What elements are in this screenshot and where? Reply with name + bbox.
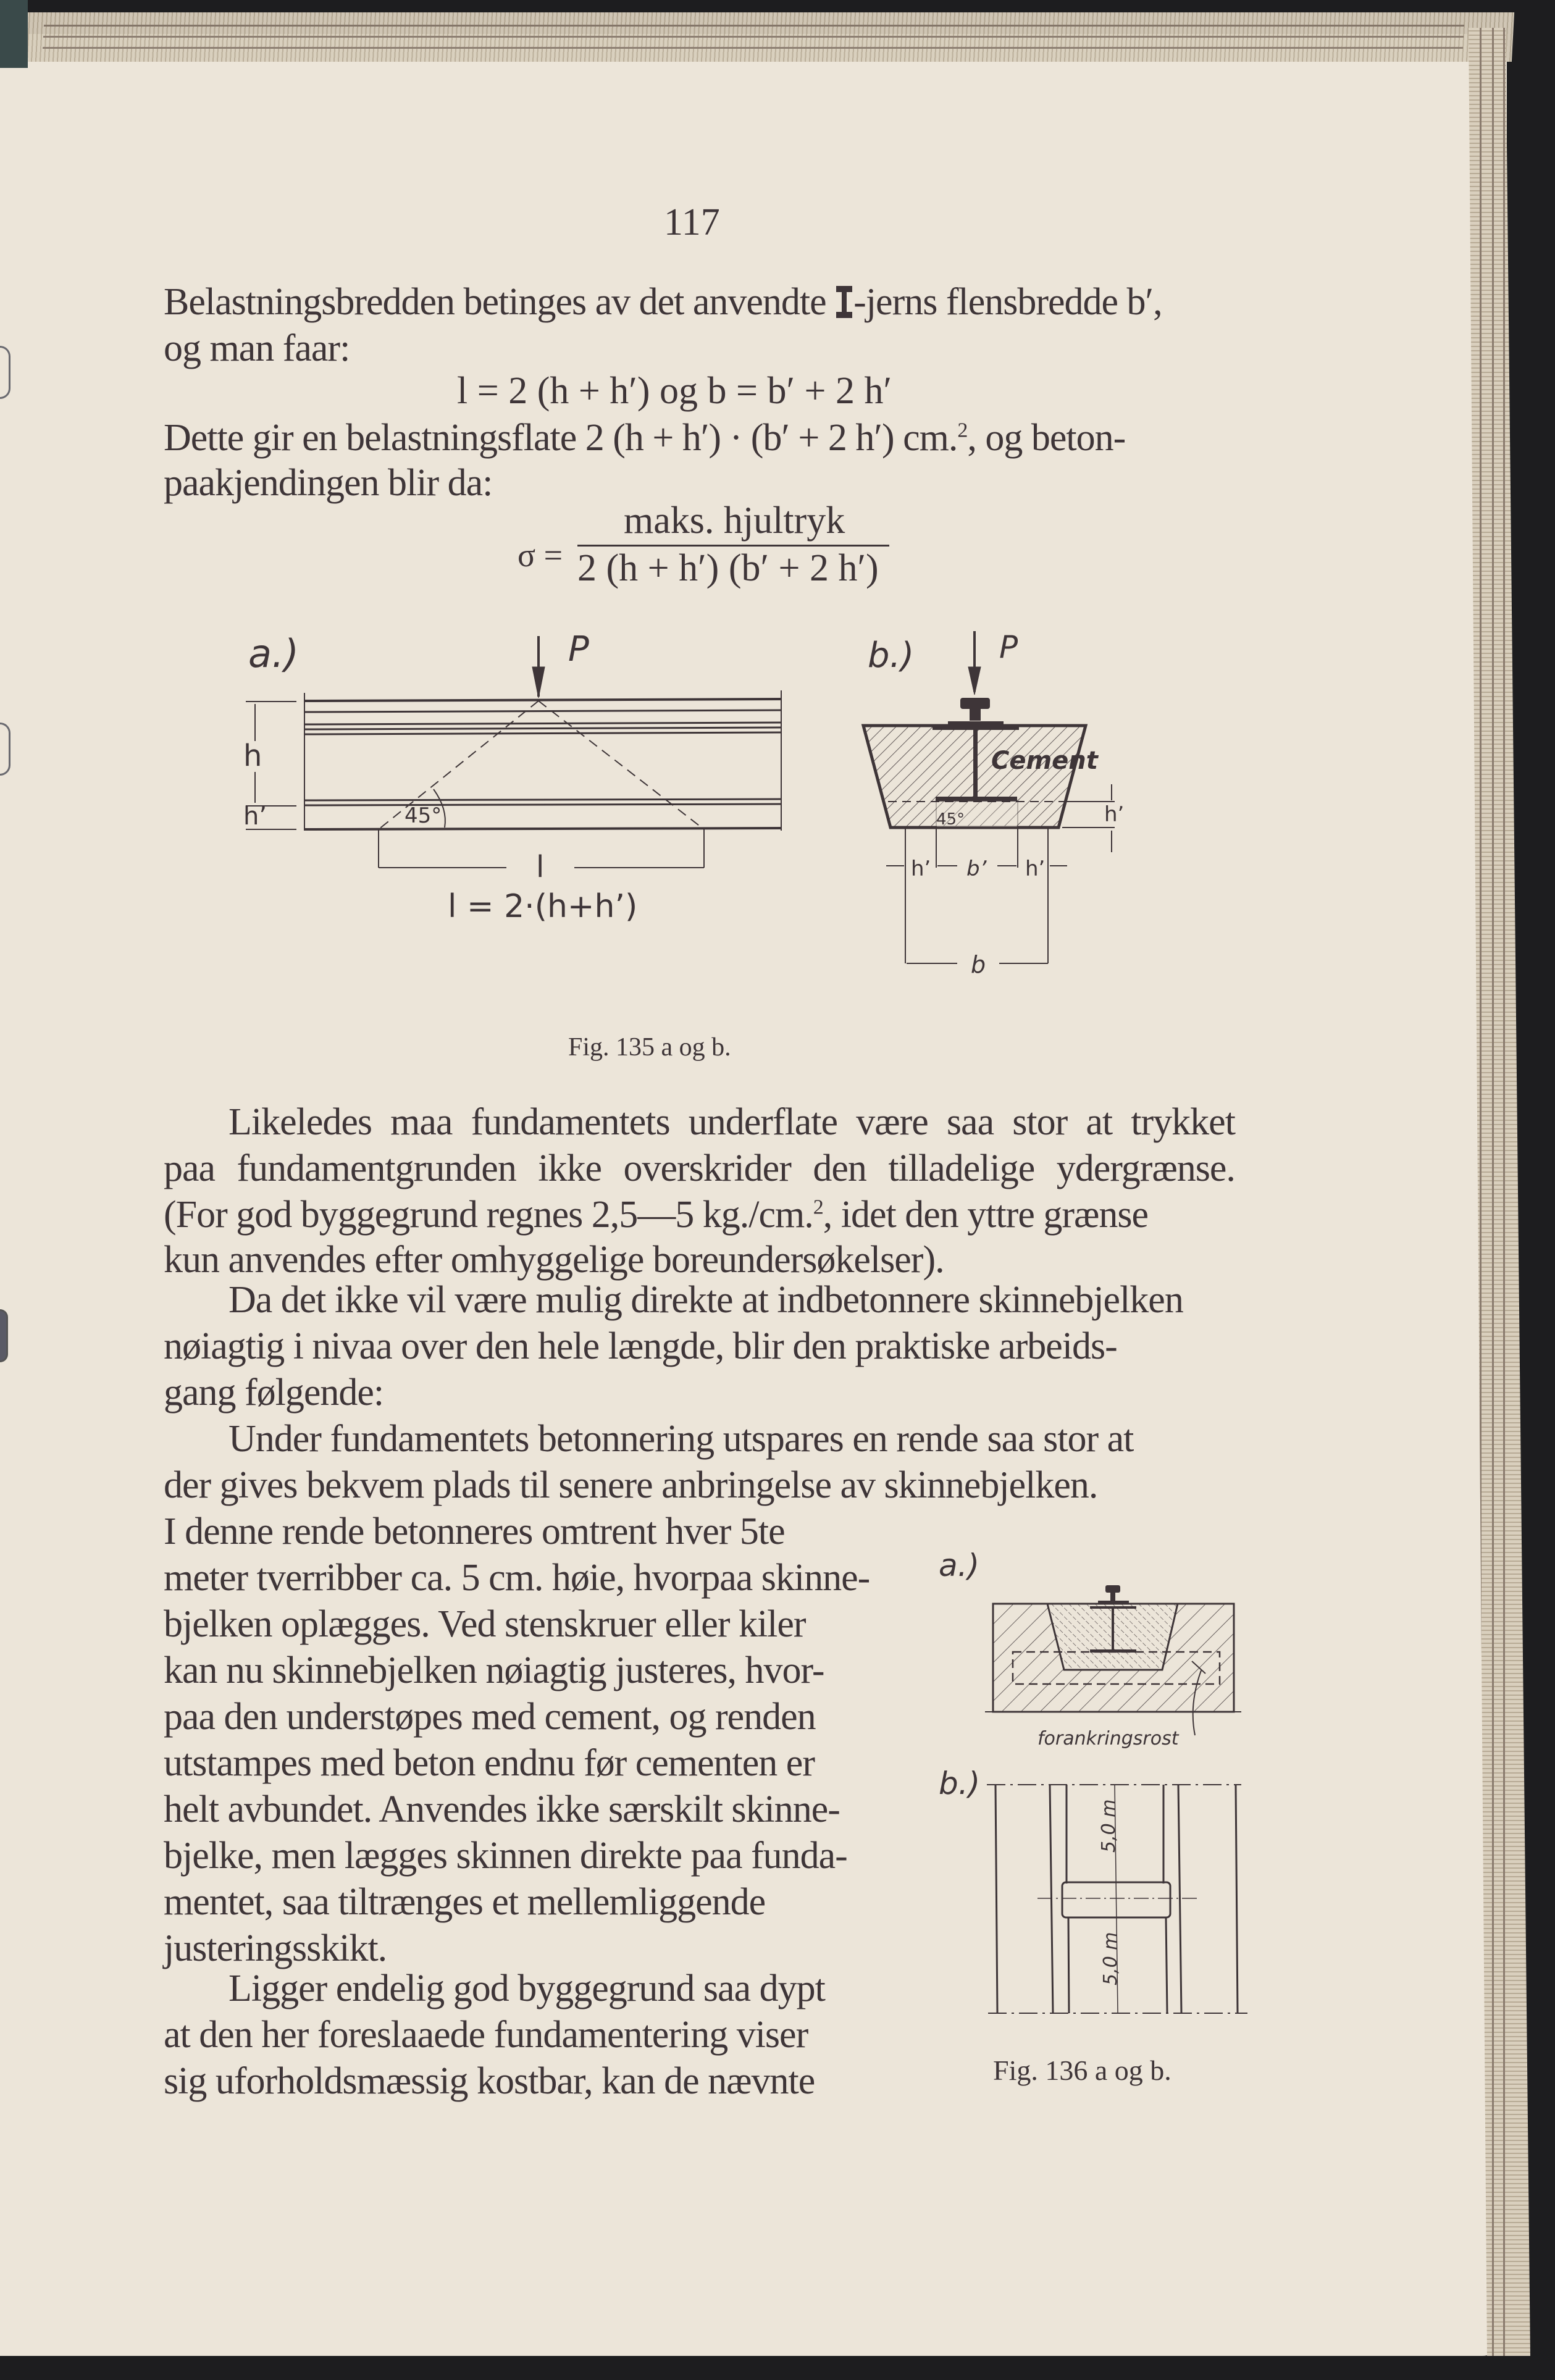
intro-line-4: paakjendingen blir da: [164,462,493,504]
superscript-2: 2 [813,1196,823,1219]
angle-label-45: 45° [404,803,442,828]
page-number: 117 [664,201,720,243]
p1-line-2 [164,1146,1235,1192]
fig135b-label: b.) [868,635,915,676]
p3-line-11: mentet, saa tiltrænges et mellemliggende [164,1881,766,1923]
cement-label: Cement [991,747,1098,775]
p3-line-2: der gives bekvem plads til senere anbringelse av skinnebjelken. [164,1464,1098,1506]
binding-mark [0,723,10,776]
p3-line-5: bjelken oplægges. Ved stenskruer eller kiler [164,1603,806,1645]
anchor-annotation: forankringsrost [1037,1728,1179,1749]
dim-label-h-prime-mid: h’ [1025,857,1046,881]
figure-135a [235,618,821,1037]
p2-line-3: gang følgende: [164,1372,384,1414]
word: overskrider [623,1147,791,1189]
p4-line-2: at den her foreslaaede fundamentering viser [164,2014,808,2056]
p1-line-3 [164,1192,1148,1238]
p1-line-3-b: , idet den yttre grænse [823,1194,1148,1236]
binding-mark [0,1309,8,1362]
word: den [813,1147,866,1189]
dim-label-h: h [243,739,262,773]
word: paa [164,1147,216,1189]
load-arrow-p [532,636,545,698]
word: trykket [1131,1101,1235,1143]
p3-line-3: I denne rende betonneres omtrent hver 5te [164,1511,785,1552]
load-label-p: P [568,629,589,669]
p1-line-1 [228,1099,1235,1146]
p3-line-10: bjelke, men lægges skinnen direkte paa funda- [164,1835,847,1877]
dim-label-h-prime-left: h’ [911,857,931,881]
word: at [1086,1101,1113,1143]
word: Likeledes [228,1101,372,1143]
book-spine-corner [0,0,28,68]
p4-line-1: Ligger endelig god byggegrund saa dypt [228,1967,825,2009]
span-label-l: l [536,850,545,884]
word: være [856,1101,928,1143]
figure-135b [834,618,1204,1037]
page-stack-top-edge [23,12,1514,62]
dim-label-top: 5,0 m [1098,1799,1120,1853]
p4-line-3: sig uforholdsmæssig kostbar, kan de nævnte [164,2060,815,2102]
figure-136a [939,1544,1260,1779]
p3-line-1: Under fundamentets betonnering utspares en rende saa stor at [228,1418,1134,1460]
p2-line-1: Da det ikke vil være mulig direkte at indbetonnere skinnebjelken [228,1279,1183,1321]
word: fundamentgrunden [237,1147,516,1189]
fig136a-label: a.) [939,1548,980,1583]
word: ikke [538,1147,602,1189]
fig135-caption: Fig. 135 a og b. [568,1033,731,1062]
fraction-numerator: maks. hjultryk [624,500,845,542]
fig136b-label: b.) [939,1766,981,1801]
superscript-2: 2 [957,419,968,442]
angle-label-45: 45° [936,810,965,829]
word: fundamentets [471,1101,670,1143]
word: ydergrænse. [1056,1147,1235,1189]
sigma-label: σ = [518,537,563,574]
intro-line-2: og man faar: [164,327,350,369]
figure-136b [939,1760,1260,2026]
fig136-caption: Fig. 136 a og b. [993,2055,1171,2086]
intro-line-3 [164,415,1235,461]
intro-line-1-text-a: Belastningsbredden betinges av det anvendte [164,281,826,323]
p3-line-12: justeringsskikt. [164,1927,387,1969]
p2-line-2: nøiagtig i nivaa over den hele længde, blir den praktiske arbeids- [164,1325,1117,1367]
intro-line-1 [164,279,1162,325]
beam-lines [246,690,781,868]
word: stor [1012,1101,1068,1143]
word: maa [390,1101,453,1143]
i-beam-icon [836,286,852,318]
dim-label-bottom: 5,0 m [1100,1932,1121,1985]
p3-line-4: meter tverribber ca. 5 cm. høie, hvorpaa skinne- [164,1557,870,1599]
p1-line-4: kun anvendes efter omhyggelige boreundersøkelser). [164,1239,944,1281]
dim-label-b: b [971,951,986,978]
load-label-p: P [999,629,1018,665]
dim-label-h-prime: h’ [243,802,267,831]
span-formula: l = 2·(h+h’) [448,888,638,925]
intro-line-3-text-b: , og beton- [967,417,1126,459]
p3-line-8: utstampes med beton endnu før cementen er [164,1742,815,1784]
dim-label-h-prime-right: h’ [1104,802,1125,827]
fraction-denominator: 2 (h + h′) (b′ + 2 h′) [577,547,879,589]
word: tilladelige [888,1147,1035,1189]
word: saa [946,1101,994,1143]
p3-line-9: helt avbundet. Anvendes ikke særskilt skinne- [164,1788,840,1830]
p3-line-6: kan nu skinnebjelken nøiagtig justeres, hvor- [164,1649,824,1691]
fig135a-label: a.) [248,631,299,676]
word: underflate [688,1101,838,1143]
dim-label-b-prime: b’ [966,857,987,881]
binding-mark [0,346,10,399]
p1-line-3-a: (For god byggegrund regnes 2,5—5 kg./cm. [164,1194,813,1236]
intro-line-3-text-a: Dette gir en belastningsflate 2 (h + h′) · (b′ + 2 h′) cm. [164,417,958,459]
intro-line-1-text-b: -jerns flensbredde b′, [853,281,1162,323]
p3-line-7: paa den understøpes med cement, og renden [164,1696,816,1738]
load-arrow-p [968,631,981,695]
formula-l-and-b: l = 2 (h + h′) og b = b′ + 2 h′ [457,370,892,412]
